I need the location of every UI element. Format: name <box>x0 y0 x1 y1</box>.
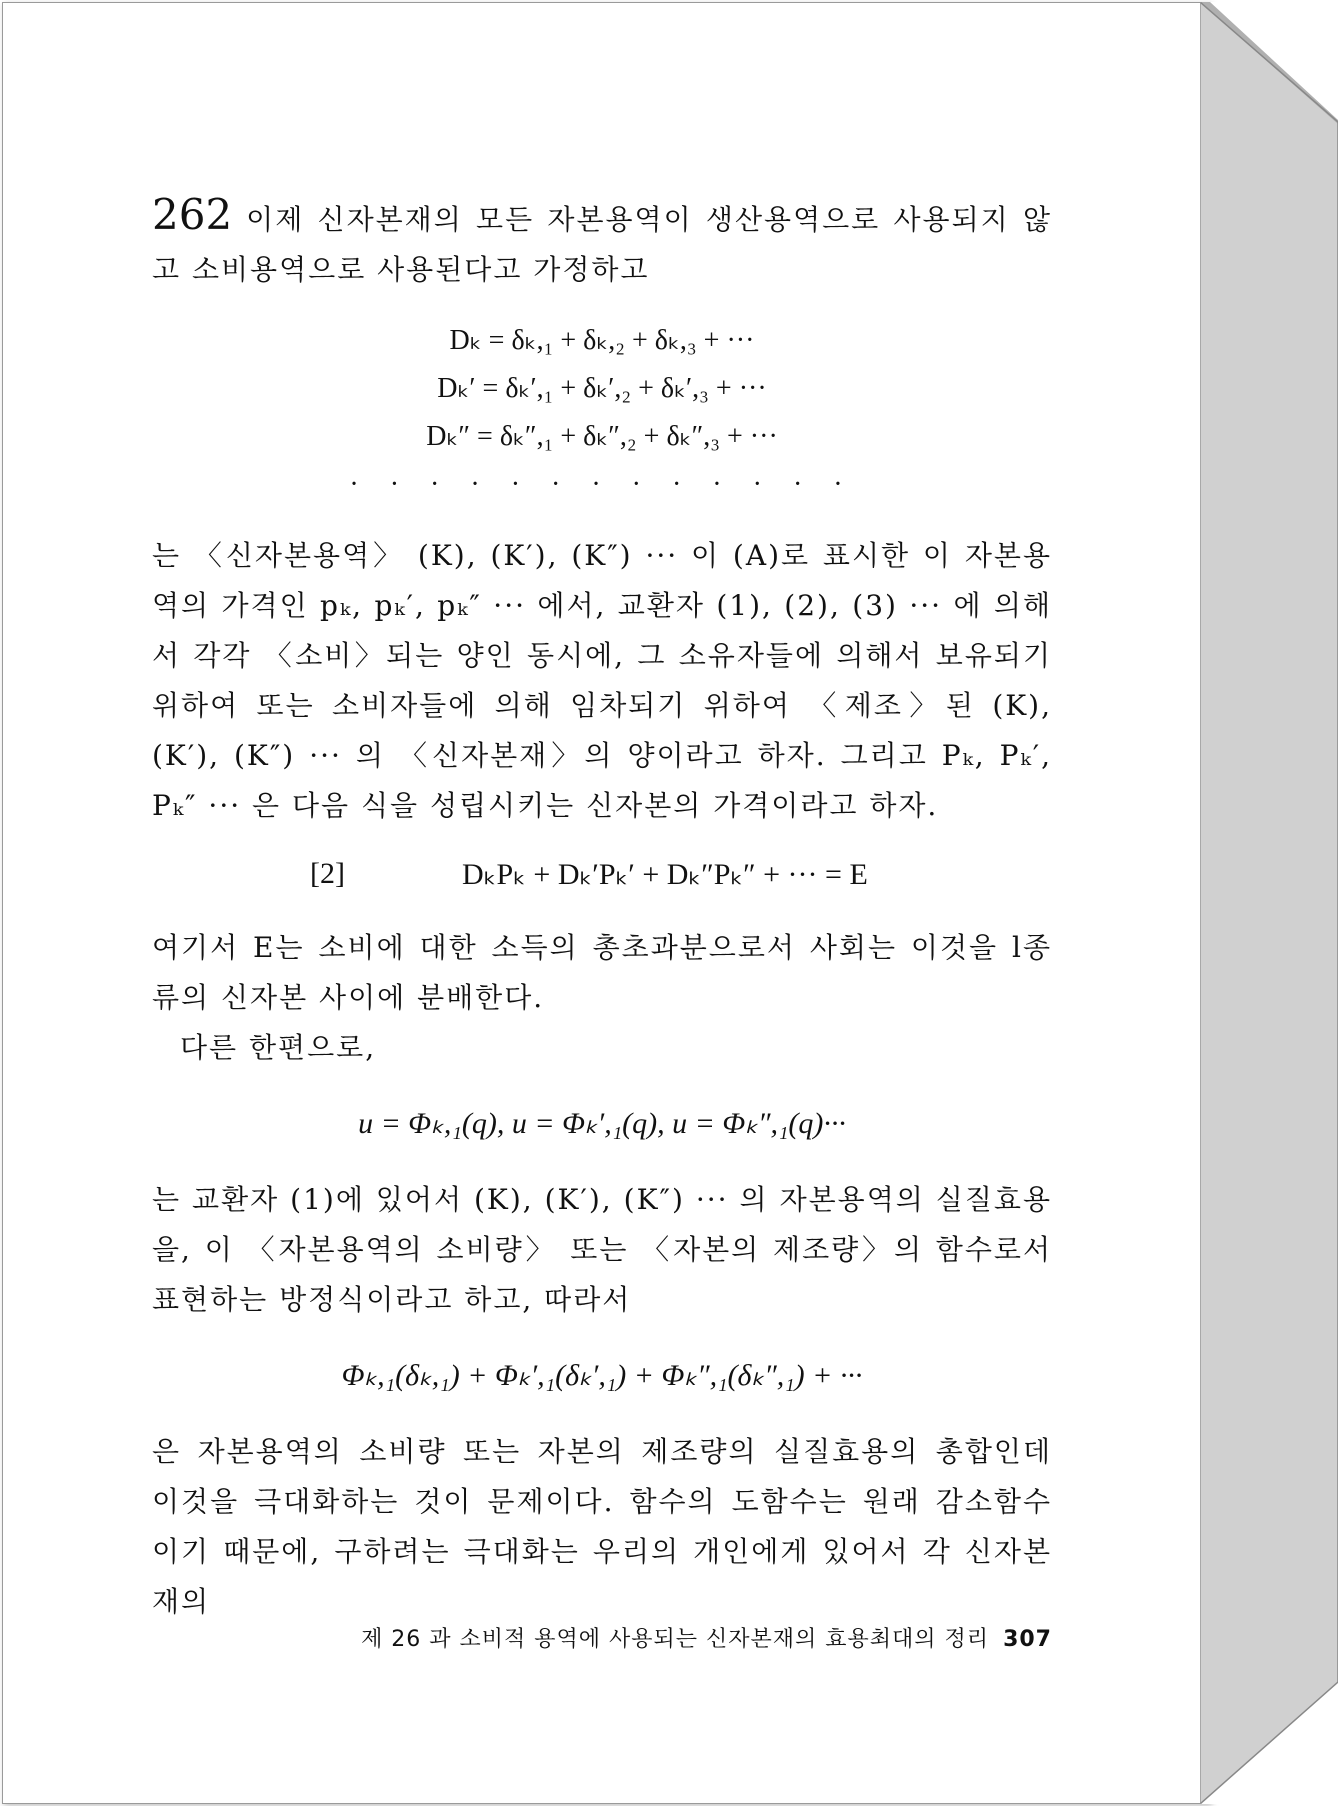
equation-continuation-dots: · · · · · · · · · · · · · <box>349 469 855 500</box>
paragraph-262 <box>152 190 1052 295</box>
section-number: 262 <box>152 190 233 239</box>
equation-dk-double-prime: Dₖ″ = δₖ″,₁ + δₖ″,₂ + δₖ″,₃ + ··· <box>426 421 778 452</box>
equation-dk-prime: Dₖ′ = δₖ′,₁ + δₖ′,₂ + δₖ′,₃ + ··· <box>437 373 767 404</box>
equation-dk: Dₖ = δₖ,₁ + δₖ,₂ + δₖ,₃ + ··· <box>449 325 755 356</box>
chapter-title: 제 26 과 소비적 용역에 사용되는 신자본재의 효용최대의 정리 <box>361 1627 990 1652</box>
paragraph-text: 이제 신자본재의 모든 자본용역이 생산용역으로 사용되지 않고 소비용역으로 사용된다고 가정하고 <box>152 203 1052 286</box>
equation-block-demand <box>152 317 1052 509</box>
equation-utility-functions: u = Φₖ,₁(q), u = Φₖ′,₁(q), u = Φₖ″,₁(q)··· <box>358 1107 846 1140</box>
equation-number: [2] <box>310 857 345 890</box>
paragraph-utility: 는 교환자 (1)에 있어서 (K), (K′), (K″) ··· 의 자본용역의 실질효용을, 이 〈자본용역의 소비량〉 또는 〈자본의 제조량〉의 함수로서 표현하는 방정식이라고 하고, 따라서 <box>152 1183 1052 1316</box>
paragraph-on-the-other-hand: 다른 한편으로, <box>180 1031 377 1064</box>
page-footer <box>152 1622 1052 1653</box>
equation-utility-sum: Φₖ,₁(δₖ,₁) + Φₖ′,₁(δₖ′,₁) + Φₖ″,₁(δₖ″,₁) + ··· <box>341 1359 863 1392</box>
paragraph-maximization: 은 자본용역의 소비량 또는 자본의 제조량의 실질효용의 총합인데 이것을 극대화하는 것이 문제이다. 함수의 도함수는 원래 감소함수이기 때문에, 구하려는 극대화는 우리의 개인에게 있어서 각 신자본재의 <box>152 1435 1052 1618</box>
paragraph-income-excess: 여기서 E는 소비에 대한 소득의 총초과분으로서 사회는 이것을 l종류의 신자본 사이에 분배한다. <box>152 931 1052 1014</box>
equation-2 <box>152 849 1052 907</box>
page-number: 307 <box>1003 1627 1052 1652</box>
paragraph-definition: 는 〈신자본용역〉 (K), (K′), (K″) ··· 이 (A)로 표시한 이 자본용역의 가격인 pₖ, pₖ′, pₖ″ ··· 에서, 교환자 (1), (2), (3) ··· 에 의해서 각각 〈소비〉되는 양인 동시에, 그 소유자들에 의해서 보유되기 위하여 또는 소비자들에 의해 임차되기 위하여 〈제조〉된 (K), (K′), (K″) ··· 의 〈신자본재〉의 양이라고 하자. 그리고 Pₖ, Pₖ′, Pₖ″ ··· 은 다음 식을 성립시키는 신자본의 가격이라고 하자. <box>152 539 1052 822</box>
page-content <box>152 190 1052 1627</box>
book-page-edge <box>1200 2 1338 1804</box>
equation-formula: DₖPₖ + Dₖ′Pₖ′ + Dₖ″Pₖ″ + ··· = E <box>462 858 868 891</box>
